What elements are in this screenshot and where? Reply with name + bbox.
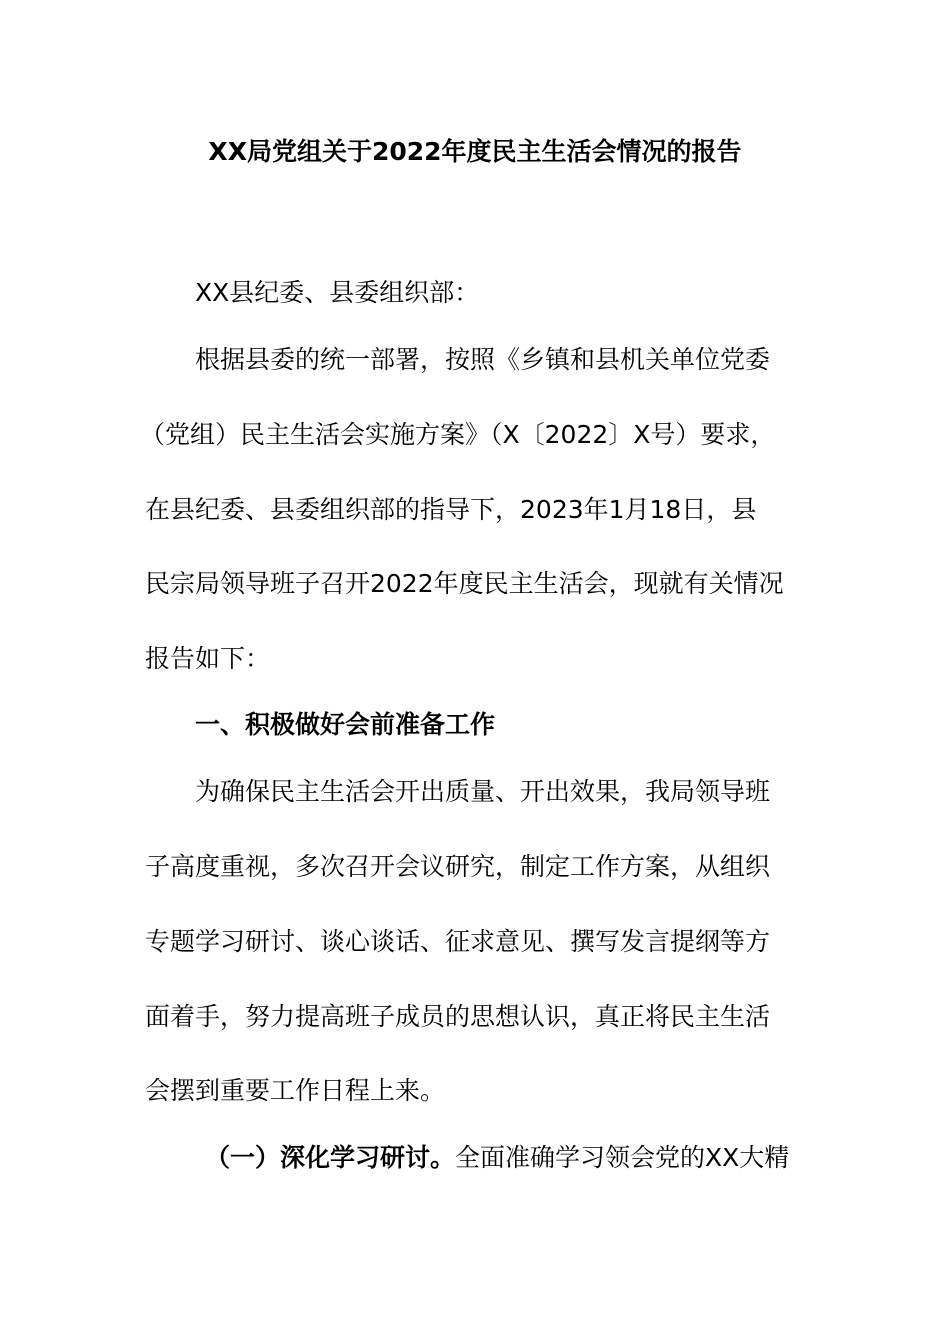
- section-1-line-2: 子高度重视，多次召开会议研究，制定工作方案，从组织: [145, 852, 771, 881]
- intro-line-1: 根据县委的统一部署，按照《乡镇和县机关单位党委: [195, 345, 771, 374]
- subsection-1-text: 全面准确学习领会党的XX大精: [455, 1143, 790, 1172]
- section-1-line-1: 为确保民主生活会开出质量、开出效果，我局领导班: [195, 777, 771, 806]
- intro-line-2: （党组）民主生活会实施方案》（X〔2022〕X号）要求，: [140, 420, 776, 449]
- intro-line-5: 报告如下：: [145, 644, 271, 673]
- subsection-1-heading: （一）深化学习研讨。: [205, 1143, 456, 1172]
- section-1-heading: 一、积极做好会前准备工作: [195, 710, 496, 739]
- document-title: XX局党组关于2022年度民主生活会情况的报告: [208, 137, 742, 166]
- salutation: XX县纪委、县委组织部：: [195, 278, 480, 307]
- section-1-line-5: 会摆到重要工作日程上来。: [145, 1076, 446, 1105]
- section-1-line-4: 面着手，努力提高班子成员的思想认识，真正将民主生活: [145, 1002, 771, 1031]
- intro-line-4: 民宗局领导班子召开2022年度民主生活会，现就有关情况: [145, 569, 784, 598]
- section-1-line-3: 专题学习研讨、谈心谈话、征求意见、撰写发言提纲等方: [145, 927, 771, 956]
- subsection-1-paragraph: [205, 1140, 789, 1176]
- intro-line-3: 在县纪委、县委组织部的指导下，2023年1月18日，县: [145, 495, 757, 524]
